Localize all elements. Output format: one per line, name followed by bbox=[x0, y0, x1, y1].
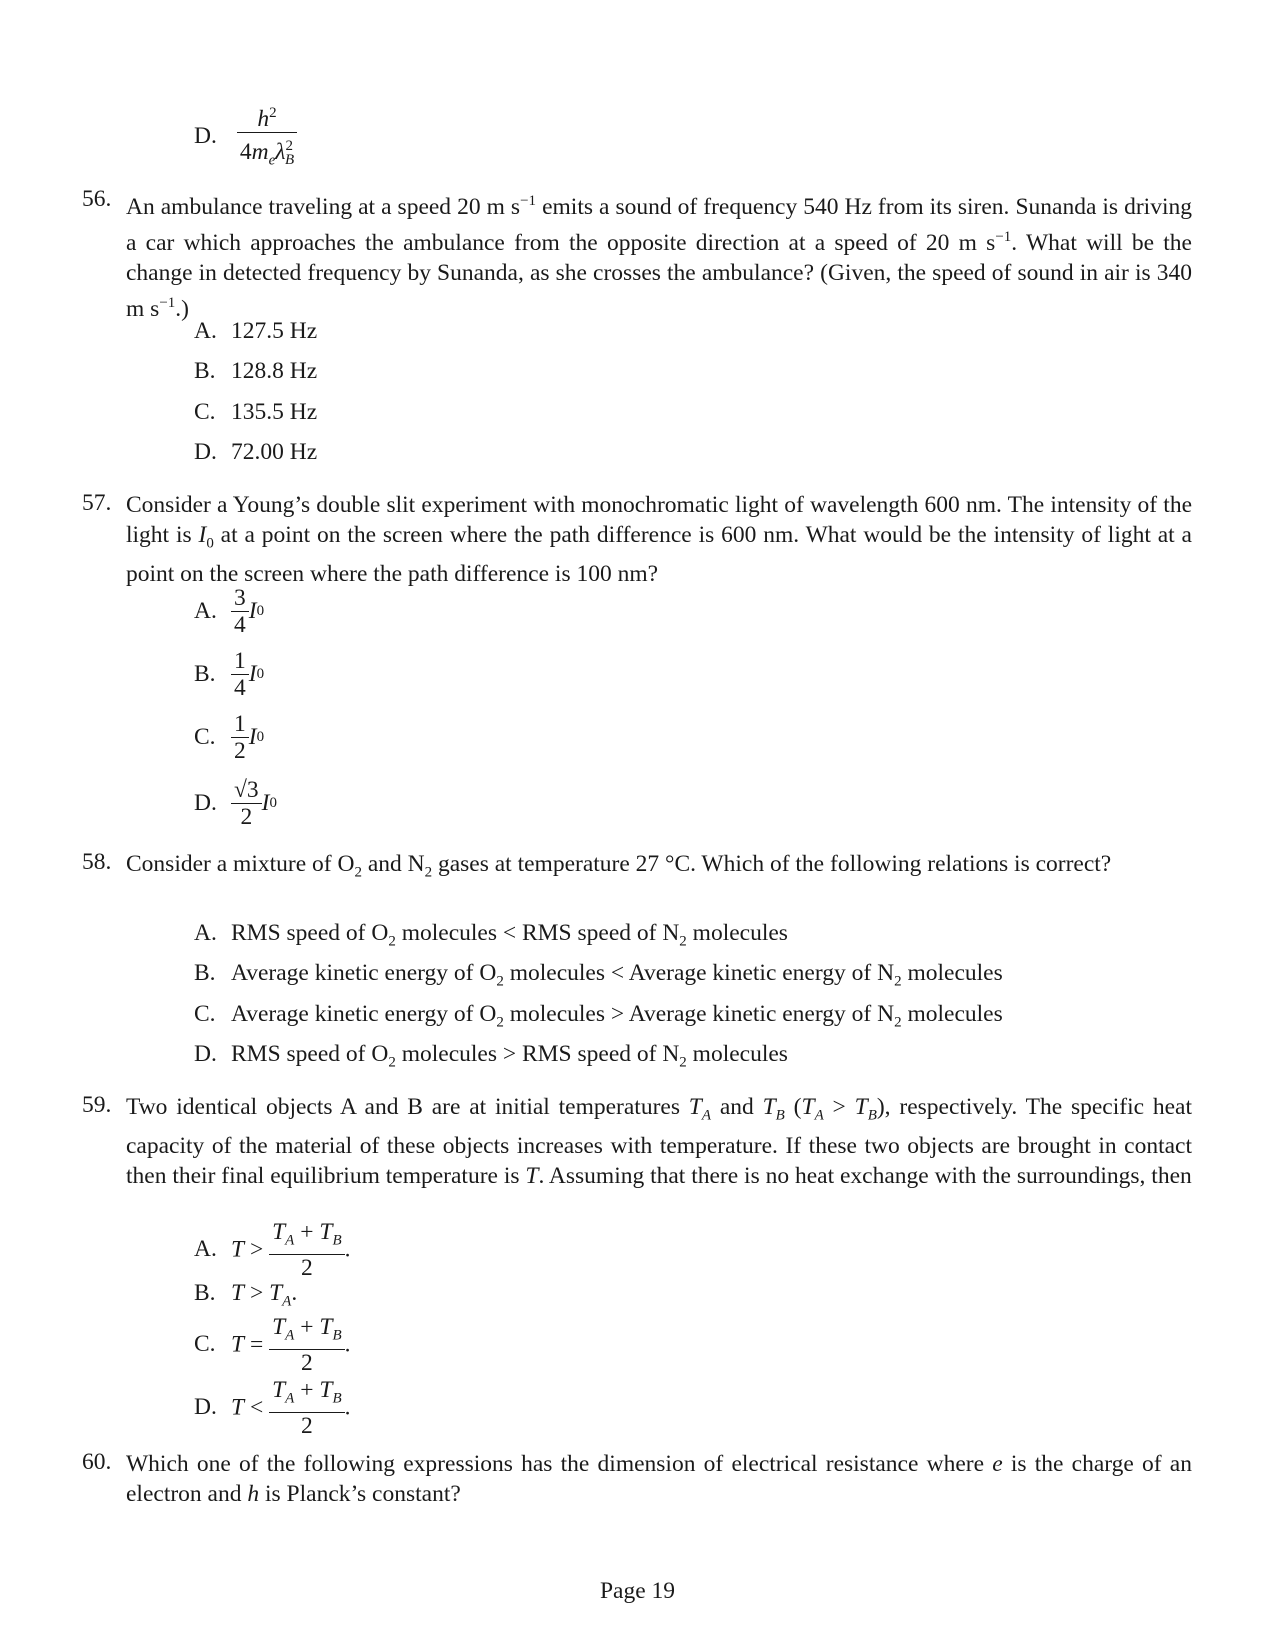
question-number: 60. bbox=[82, 1449, 112, 1475]
option-56-d[interactable]: D. 72.00 Hz bbox=[194, 439, 318, 465]
question-number: 58. bbox=[82, 849, 112, 875]
question-text: Consider a Young’s double slit experiment with monochromatic light of wavelength 600 nm. The intensity of the light is $I_0$ at a point on the screen where the path difference is 600 nm. What would be the intensity of light at a point on the screen where the path difference is 100 nm? bbox=[126, 492, 1192, 587]
option-59-b[interactable]: B. $T > T_A$. bbox=[194, 1280, 298, 1310]
option-58-a[interactable]: A. RMS speed of $O_2$ molecules < RMS speed of $N_2$ molecules bbox=[194, 920, 788, 950]
option-56-b[interactable]: B. 128.8 Hz bbox=[194, 358, 318, 384]
option-59-d[interactable]: D. T < $\frac{T_A + T_B}{2}$ . bbox=[194, 1377, 351, 1439]
option-57-b[interactable]: B. $\frac{1}{4}$ I0 bbox=[194, 648, 265, 701]
question-text: Consider a mixture of $O_2$ and $N_2$ gases at temperature 27 °C. Which of the following relations is correct? bbox=[126, 851, 1112, 881]
question-number: 56. bbox=[82, 186, 112, 212]
option-56-a[interactable]: A. 127.5 Hz bbox=[194, 318, 318, 344]
option-57-c[interactable]: C. $\frac{1}{2}$ I0 bbox=[194, 711, 265, 764]
option-57-a[interactable]: A. $\frac{3}{4}$ I0 bbox=[194, 585, 265, 638]
option-59-c[interactable]: C. T = $\frac{T_A + T_B}{2}$ . bbox=[194, 1314, 351, 1376]
prev-option-d bbox=[194, 100, 297, 173]
option-58-b[interactable]: B. Average kinetic energy of $O_2$ molecules < Average kinetic energy of $N_2$ molecules bbox=[194, 960, 1003, 990]
option-58-d[interactable]: D. RMS speed of $O_2$ molecules > RMS speed of $N_2$ molecules bbox=[194, 1041, 788, 1071]
question-60 bbox=[82, 1449, 1192, 1509]
question-number: 57. bbox=[82, 490, 112, 516]
option-58-c[interactable]: C. Average kinetic energy of $O_2$ molecules > Average kinetic energy of $N_2$ molecules bbox=[194, 1001, 1003, 1031]
option-57-d[interactable]: D. $\frac{√3}{2}$ I0 bbox=[194, 777, 277, 830]
question-56 bbox=[82, 186, 1192, 323]
page-number: Page 19 bbox=[599, 1578, 676, 1604]
option-56-c[interactable]: C. 135.5 Hz bbox=[194, 399, 318, 425]
question-number: 59. bbox=[82, 1092, 112, 1118]
question-text: Which one of the following expressions has the dimension of electrical resistance where e is the charge of an electron and h is Planck’s constant? bbox=[126, 1451, 1192, 1507]
fraction: $\frac{h^2}{4m_e\lambda^2_B}$ bbox=[237, 100, 297, 173]
question-59 bbox=[82, 1092, 1192, 1191]
question-text: An ambulance traveling at a speed 20 m $s^{-1}$ emits a sound of frequency 540 Hz from its siren. Sunanda is driving a car which approaches the ambulance from the opposite direction at a speed of 20 m $s^{-1}$. What will be the change in detected frequency by Sunanda, as she crosses the ambulance? (Given, the speed of sound in air is 340 m $s^{-1}$.) bbox=[126, 193, 1192, 322]
option-label: D. bbox=[194, 123, 217, 150]
option-59-a[interactable]: A. T > $\frac{T_A + T_B}{2}$ . bbox=[194, 1219, 351, 1281]
question-58 bbox=[82, 849, 1192, 888]
question-57 bbox=[82, 490, 1192, 589]
question-text: Two identical objects A and B are at initial temperatures $T_A$ and $T_B$ $(T_A > T_B)$, respectively. The specific heat capacity of the material of these objects increases with temperature. If these two objects are brought in contact then their final equilibrium temperature is T. Assuming that there is no heat exchange with the surroundings, then bbox=[126, 1094, 1192, 1189]
